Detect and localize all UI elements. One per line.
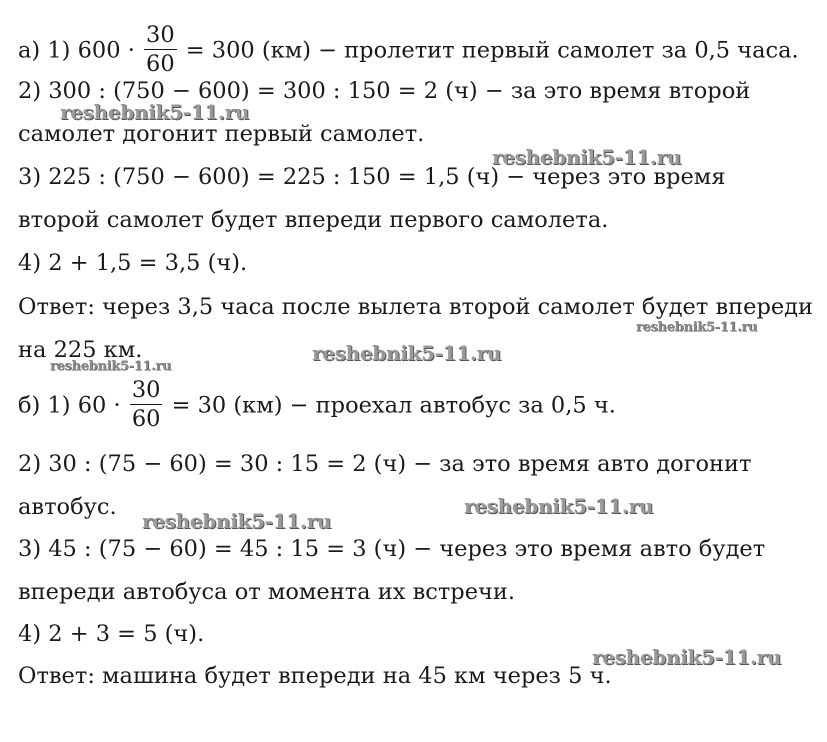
- watermark: reshebnik5-11.ru: [50, 359, 172, 374]
- watermark: reshebnik5-11.ru: [592, 645, 782, 669]
- line-a1: [18, 23, 799, 80]
- fraction-denominator: 60: [146, 51, 175, 77]
- line-b3b: впереди автобуса от момента их встречи.: [18, 579, 516, 605]
- watermark: reshebnik5-11.ru: [464, 494, 654, 518]
- line-b2a: 2) 30 : (75 − 60) = 30 : 15 = 2 (ч) − за это время авто догонит: [18, 451, 752, 477]
- watermark: reshebnik5-11.ru: [492, 145, 682, 169]
- line-a2b: самолет догонит первый самолет.: [18, 121, 425, 147]
- line-a-answer-2: на 225 км.: [18, 337, 143, 363]
- line-a-answer-1: Ответ: через 3,5 часа после вылета второй самолет будет впереди: [18, 294, 814, 320]
- b1-suffix: = 30 (км) − проехал автобус за 0,5 ч.: [171, 392, 616, 419]
- b1-prefix: б) 1) 60 ·: [18, 392, 121, 419]
- watermark: reshebnik5-11.ru: [636, 320, 758, 335]
- a1-prefix: а) 1) 600 ·: [18, 37, 135, 64]
- line-b2b: автобус.: [18, 494, 117, 520]
- watermark: reshebnik5-11.ru: [312, 341, 502, 365]
- line-b-answer: Ответ: машина будет впереди на 45 км через 5 ч.: [18, 663, 612, 689]
- fraction-numerator: 30: [131, 377, 161, 403]
- fraction-a1: [144, 21, 177, 78]
- watermark: reshebnik5-11.ru: [142, 509, 332, 533]
- line-a3a: 3) 225 : (750 − 600) = 225 : 150 = 1,5 (ч) − через это время: [18, 164, 726, 190]
- line-b4: 4) 2 + 3 = 5 (ч).: [18, 621, 205, 647]
- fraction-numerator: 30: [146, 22, 175, 48]
- line-a2a: 2) 300 : (750 − 600) = 300 : 150 = 2 (ч) − за это время второй: [18, 78, 751, 104]
- fraction-b1: [130, 376, 163, 433]
- line-a3b: второй самолет будет впереди первого самолета.: [18, 207, 609, 233]
- line-b1: [18, 378, 616, 435]
- a1-suffix: = 300 (км) − пролетит первый самолет за 0,5 часа.: [185, 37, 799, 64]
- line-a4: 4) 2 + 1,5 = 3,5 (ч).: [18, 250, 248, 276]
- fraction-denominator: 60: [131, 406, 161, 432]
- line-b3a: 3) 45 : (75 − 60) = 45 : 15 = 3 (ч) − через это время авто будет: [18, 536, 766, 562]
- watermark: reshebnik5-11.ru: [60, 100, 250, 124]
